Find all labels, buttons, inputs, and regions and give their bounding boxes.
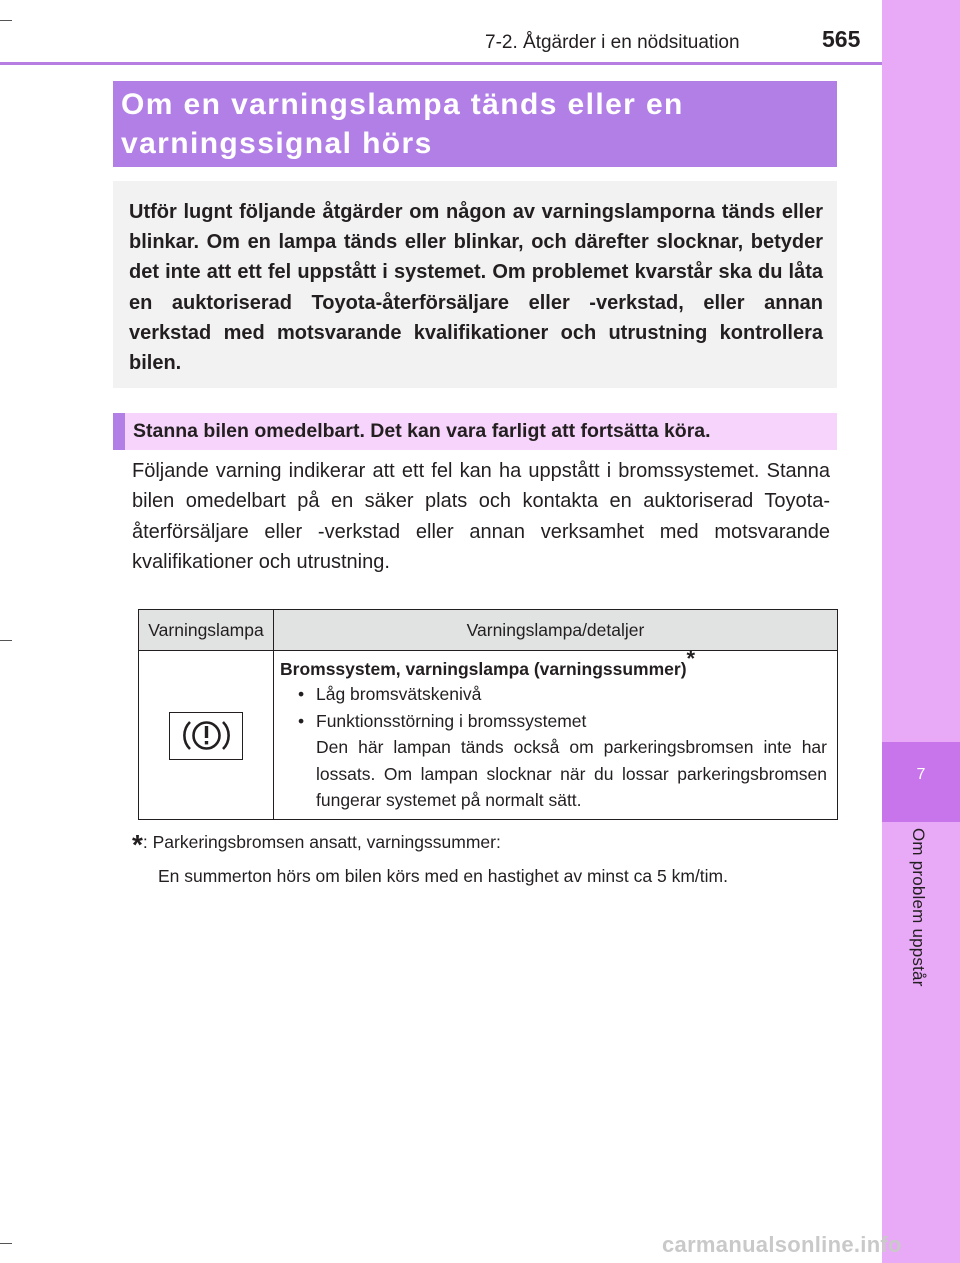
footnote-marker: * xyxy=(686,646,696,672)
page-number: 565 xyxy=(822,26,861,52)
detail-cell xyxy=(274,646,838,820)
chapter-number: 7 xyxy=(916,766,926,783)
page-title xyxy=(113,81,837,167)
section-title: 7-2. Åtgärder i en nödsituation xyxy=(485,32,740,53)
table-header-row xyxy=(139,610,838,651)
watermark: carmanualsonline.info xyxy=(662,1232,902,1257)
page-title-line1: Om en varningslampa tänds eller en xyxy=(121,88,684,121)
footnote xyxy=(132,823,501,860)
chapter-side-tab xyxy=(882,0,960,1263)
list-item: • Funktionsstörning i bromssystemet xyxy=(298,708,827,735)
crop-mark xyxy=(0,20,12,21)
brake-warning-icon xyxy=(169,712,243,760)
intro-text: Utför lugnt följande åtgärder om någon av varningslamporna tänds eller blinkar. Om en lampa tänds eller blinkar, och därefter slocknar, betyder det inte att ett fel uppstått i systemet. Om problemet kvarstår ska du låta en auktoriserad Toyota-återförsäljare eller -verkstad, eller annan verkstad med motsvarande kvalifikationer och utrustning kontrollera bilen. xyxy=(129,201,823,375)
subheading xyxy=(113,413,837,450)
warning-note: Den här lampan tänds också om parkeringsbromsen inte har lossats. Om lampan slocknar när du lossar parkeringsbromsen fungerar systemet på normalt sätt. xyxy=(316,737,827,810)
list-item: • Låg bromsvätskenivå xyxy=(298,681,827,708)
warning-title-text: Bromssystem, varningslampa (varningssummer) xyxy=(280,659,687,679)
table-row xyxy=(139,651,838,820)
footnote-asterisk: * xyxy=(132,829,143,860)
header-rule xyxy=(0,62,882,65)
page-title-line2: varningssignal hörs xyxy=(121,127,433,160)
footnote-label: : Parkeringsbromsen ansatt, varningssummer: xyxy=(142,832,501,852)
body-paragraph: Följande varning indikerar att ett fel kan ha uppstått i bromssystemet. Stanna bilen omedelbart på en säker plats och kontakta en auktoriserad Toyota-återförsäljare eller -verkstad eller annan verksamhet med motsvarande kvalifikationer och utrustning. xyxy=(132,460,830,573)
icon-cell xyxy=(139,651,274,820)
table-header-lamp: Varningslampa xyxy=(139,610,274,651)
warning-title xyxy=(280,646,827,681)
footnote-text: En summerton hörs om bilen körs med en hastighet av minst ca 5 km/tim. xyxy=(158,866,728,886)
table-header-details: Varningslampa/detaljer xyxy=(274,610,838,651)
warning-table xyxy=(138,609,838,820)
crop-mark xyxy=(0,640,12,641)
chapter-title: Om problem uppstår xyxy=(909,828,928,987)
intro-box xyxy=(113,181,837,388)
crop-mark xyxy=(0,1243,12,1244)
cause-list xyxy=(280,681,827,734)
subheading-text: Stanna bilen omedelbart. Det kan vara farligt att fortsätta köra. xyxy=(133,420,711,442)
